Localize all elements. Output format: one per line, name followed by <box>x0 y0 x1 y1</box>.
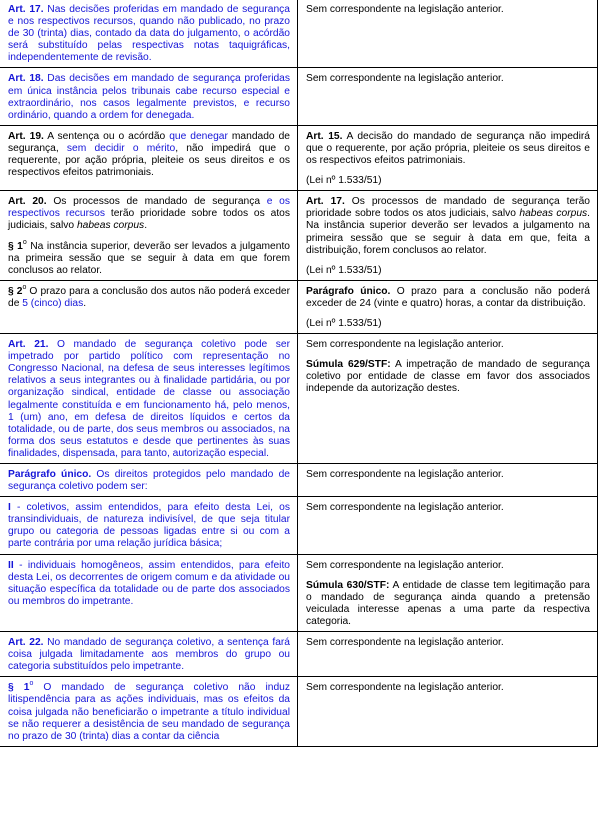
paragraph <box>306 339 590 351</box>
text-run: No mandado de segurança coletivo, a sentença fará coisa julgada limitadamente aos membros do grupo ou categoria substituídos pelo impetrante. <box>8 637 291 673</box>
table-row <box>0 125 598 190</box>
text-run: - individuais homogêneos, assim entendidos, para efeito desta Lei, os decorrentes de origem comum e da atividade ou situação específica da totalidade ou de parte dos associados ou membros do impetrante. <box>8 559 290 607</box>
paragraph <box>8 4 290 64</box>
table-row <box>0 68 598 125</box>
text-run: Sem correspondente na legislação anterior. <box>306 502 504 514</box>
new-law-cell <box>0 334 298 464</box>
text-run: Sem correspondente na legislação anterior. <box>306 637 504 649</box>
text-run: Art. 19. <box>8 130 44 142</box>
text-run: habeas corpus <box>519 208 588 220</box>
text-run: (Lei nº 1.533/51) <box>306 175 382 187</box>
previous-law-cell <box>298 191 598 281</box>
text-run: Sem correspondente na legislação anterior. <box>306 469 504 480</box>
table-row <box>0 191 598 281</box>
text-run: 5 (cinco) dias <box>22 297 84 309</box>
previous-law-cell <box>298 125 598 190</box>
text-run: Súmula 630/STF: <box>306 579 390 591</box>
paragraph <box>8 469 290 493</box>
ordinal-superscript: o <box>29 680 34 688</box>
text-run: terão prioridade sobre todos os atos judiciais, salvo <box>8 208 290 232</box>
paragraph <box>306 286 590 310</box>
text-run: mandado de segurança, <box>8 130 291 154</box>
table-row <box>0 464 598 497</box>
new-law-cell <box>0 191 298 281</box>
text-run: II <box>8 559 14 571</box>
text-run: A sentença ou o acórdão <box>43 130 170 142</box>
previous-law-cell <box>298 464 598 497</box>
text-run: Das decisões em mandado de segurança proferidas em única instância pelos tribunais cabe recurso especial e extraordinário, nos casos legalmente previstos, e recurso ordinário, quando a ordem for denegada. <box>8 73 291 121</box>
paragraph <box>306 502 590 514</box>
text-run: que denegar <box>169 130 228 142</box>
paragraph <box>8 502 290 550</box>
text-run: , não impedirá que o requerente, por ação própria, pleiteie os seus direitos e os respectivos efeitos patrimoniais. <box>8 142 291 179</box>
table-row <box>0 497 598 554</box>
new-law-cell <box>0 497 298 554</box>
text-run: Art. 15. <box>306 130 343 142</box>
paragraph <box>306 73 590 85</box>
table-row <box>0 677 598 746</box>
paragraph <box>306 359 590 395</box>
text-run: Os direitos protegidos pelo mandado de segurança coletivo podem ser: <box>8 469 290 493</box>
text-run: O mandado de segurança coletivo não induz litispendência para as ações individuais, mas os efeitos da coisa julgada não beneficiarão o impetrante a título individual se não requerer a desistência de seu mandado de segurança no prazo de 30 (trinta) dias a contar da ciência <box>8 682 291 742</box>
text-run: (Lei nº 1.533/51) <box>306 264 382 276</box>
text-run: habeas corpus <box>76 220 145 232</box>
paragraph <box>306 580 590 628</box>
text-run: Os processos de mandado de segurança terão prioridade sobre todos os atos judiciais, salvo <box>306 196 590 220</box>
paragraph <box>8 339 290 460</box>
paragraph <box>306 265 590 277</box>
text-run: . <box>83 297 87 309</box>
table-row <box>0 0 598 68</box>
previous-law-cell <box>298 554 598 631</box>
text-run: O prazo para a conclusão não poderá exceder de 24 (vinte e quatro) horas, a contar da distribuição. <box>306 285 590 309</box>
text-run: A decisão do mandado de segurança não impedirá que o requerente, por ação própria, pleiteie os seus direitos e os respectivos efeitos patrimoniais. <box>306 130 590 167</box>
text-run: Art. 17. <box>8 4 44 15</box>
text-run: Na instância superior, deverão ser levados a julgamento na primeira sessão que se seguir à data em que forem conclusos ao relator. <box>8 240 291 276</box>
text-run: e os respectivos recursos <box>8 196 290 220</box>
table-row <box>0 554 598 631</box>
text-run: Parágrafo único. <box>306 285 391 297</box>
text-run: Os processos de mandado de segurança <box>46 196 267 208</box>
text-run: A entidade de classe tem legitimação para o mandado de segurança ainda quando a pretensão veiculada interesse apenas a uma parte da respectiva categoria. <box>306 579 591 627</box>
text-run: Art. 17. <box>306 196 345 208</box>
text-run: § 1 <box>8 682 30 694</box>
paragraph <box>306 4 590 16</box>
text-run: I <box>8 502 11 514</box>
text-run: Súmula 629/STF: <box>306 359 391 371</box>
previous-law-cell <box>298 632 598 677</box>
text-run: Sem correspondente na legislação anterior. <box>306 559 504 571</box>
text-run: . Na instância superior deverão ser levados a julgamento na primeira sessão que se seguir à data em que, feita a distribuição, forem conclusos ao relator. <box>306 208 591 256</box>
paragraph <box>306 682 590 694</box>
new-law-cell <box>0 464 298 497</box>
paragraph <box>8 131 290 179</box>
text-run: § 2 <box>8 285 23 297</box>
previous-law-cell <box>298 497 598 554</box>
text-run: Sem correspondente na legislação anterior. <box>306 339 504 351</box>
ordinal-superscript: o <box>22 283 27 291</box>
previous-law-cell <box>298 0 598 68</box>
text-run: Sem correspondente na legislação anterior. <box>306 73 504 85</box>
new-law-cell <box>0 632 298 677</box>
paragraph <box>306 175 590 187</box>
text-run: sem decidir o mérito <box>66 142 176 154</box>
paragraph <box>8 283 291 310</box>
paragraph <box>306 196 590 256</box>
text-run: . <box>144 220 148 232</box>
new-law-cell <box>0 125 298 190</box>
paragraph <box>8 196 290 232</box>
paragraph <box>8 238 291 277</box>
paragraph <box>306 318 590 330</box>
ordinal-superscript: o <box>22 238 27 246</box>
paragraph <box>306 560 590 572</box>
text-run: Parágrafo único. <box>8 469 92 480</box>
paragraph <box>306 637 590 649</box>
new-law-cell <box>0 0 298 68</box>
text-run: Sem correspondente na legislação anterior. <box>306 4 504 15</box>
new-law-cell <box>0 68 298 125</box>
text-run: - coletivos, assim entendidos, para efeito desta Lei, os transindividuais, de natureza indivisível, de que seja titular grupo ou categoria de pessoas ligadas entre si ou com a parte contrária por uma relação jurídica básica; <box>8 502 290 550</box>
paragraph <box>306 131 590 167</box>
paragraph <box>306 469 590 481</box>
new-law-cell <box>0 280 298 333</box>
text-run: Art. 20. <box>8 196 47 208</box>
previous-law-cell <box>298 68 598 125</box>
text-run: A impetração de mandado de segurança coletivo por entidade de classe em favor dos associados independe da autorização destes. <box>306 359 590 395</box>
paragraph <box>8 560 290 608</box>
text-run: Art. 18. <box>8 73 44 85</box>
text-run: § 1 <box>8 240 23 252</box>
text-run: O mandado de segurança coletivo pode ser impetrado por partido político com representação no Congresso Nacional, na defesa de seus interesses legítimos relativos a seus integrantes ou à finalidade partidária, ou por organização sindical, entidade de classe ou associação legalmente constituída e em funcionamento há, pelo menos, 1 (um) ano, em defesa de direitos líquidos e certos da totalidade, ou de parte, dos seus membros ou associados, na forma dos seus estatutos e desde que pertinentes às suas finalidades, dispensada, para tanto, autorização especial. <box>8 339 291 459</box>
paragraph <box>8 73 290 121</box>
paragraph <box>8 637 290 673</box>
paragraph <box>8 682 290 742</box>
new-law-cell <box>0 677 298 746</box>
table-row <box>0 632 598 677</box>
previous-law-cell <box>298 334 598 464</box>
text-run: (Lei nº 1.533/51) <box>306 317 382 329</box>
text-run: Sem correspondente na legislação anterior. <box>306 682 504 694</box>
text-run: Nas decisões proferidas em mandado de segurança e nos respectivos recursos, quando não publicado, no prazo de 30 (trinta) dias, contado da data do julgamento, o acórdão será substituído pelas respectivas notas taquigráficas, independentemente de revisão. <box>8 4 291 64</box>
text-run: O prazo para a conclusão dos autos não poderá exceder de <box>8 285 291 309</box>
table-row <box>0 280 598 333</box>
text-run: Art. 21. <box>8 339 49 351</box>
table-row <box>0 334 598 464</box>
previous-law-cell <box>298 280 598 333</box>
text-run: Art. 22. <box>8 637 44 649</box>
new-law-cell <box>0 554 298 631</box>
previous-law-cell <box>298 677 598 746</box>
